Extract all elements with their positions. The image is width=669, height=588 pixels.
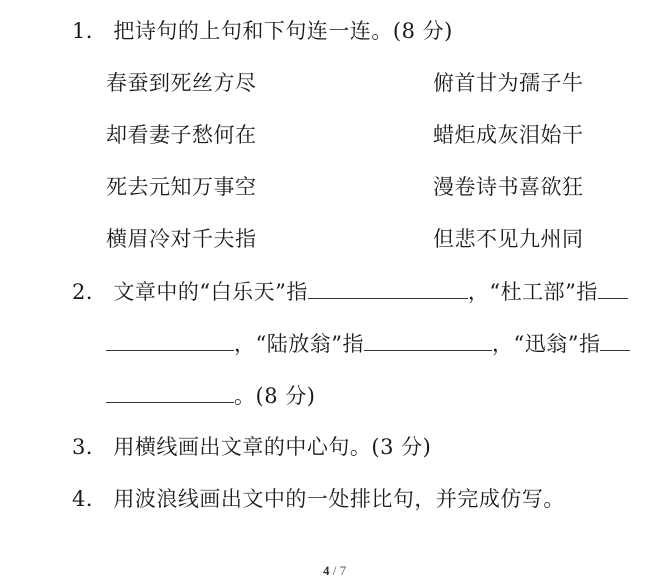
current-page: 4 — [322, 563, 330, 578]
question-3 — [72, 434, 431, 460]
question-text: ，“杜工部”指 — [467, 280, 598, 304]
question-text: 用横线画出文章的中心句。(3 分) — [113, 435, 432, 459]
poem-line-right-2: 蜡炬成灰泪始干 — [433, 123, 584, 147]
answer-blank-3[interactable] — [364, 330, 492, 351]
answer-blank-2[interactable] — [598, 278, 628, 299]
poem-line-right-1: 俯首甘为孺子牛 — [433, 71, 584, 95]
poem-line-right-4: 但悲不见九州同 — [433, 227, 584, 251]
question-text: 把诗句的上句和下句连一连。(8 分) — [113, 19, 453, 43]
question-2-line-1 — [72, 278, 628, 305]
total-pages: 7 — [339, 563, 347, 578]
question-2-line-3 — [106, 382, 315, 409]
question-text: ，“陆放翁”指 — [234, 332, 364, 356]
question-text: 。(8 分) — [234, 384, 316, 408]
question-number: 3． — [72, 435, 108, 459]
answer-blank-1[interactable] — [308, 278, 468, 299]
answer-blank-4[interactable] — [600, 330, 630, 351]
poem-line-left-1: 春蚕到死丝方尽 — [106, 71, 257, 95]
question-text: 文章中的“白乐天”指 — [113, 280, 308, 304]
question-number: 1． — [72, 19, 108, 43]
page-separator: / — [329, 563, 340, 578]
poem-line-left-2: 却看妻子愁何在 — [106, 123, 257, 147]
answer-blank-2-cont[interactable] — [106, 330, 234, 351]
poem-line-left-4: 横眉冷对千夫指 — [106, 227, 257, 251]
question-text: 用波浪线画出文中的一处排比句，并完成仿写。 — [113, 487, 565, 511]
page-number — [0, 563, 669, 579]
question-1 — [72, 18, 453, 44]
question-text: ，“迅翁”指 — [491, 332, 601, 356]
question-number: 4． — [72, 487, 108, 511]
question-2-line-2 — [106, 330, 630, 357]
answer-blank-4-cont[interactable] — [106, 382, 234, 403]
question-number: 2． — [72, 280, 108, 304]
poem-line-left-3: 死去元知万事空 — [106, 175, 257, 199]
poem-line-right-3: 漫卷诗书喜欲狂 — [433, 175, 584, 199]
question-4 — [72, 486, 565, 512]
